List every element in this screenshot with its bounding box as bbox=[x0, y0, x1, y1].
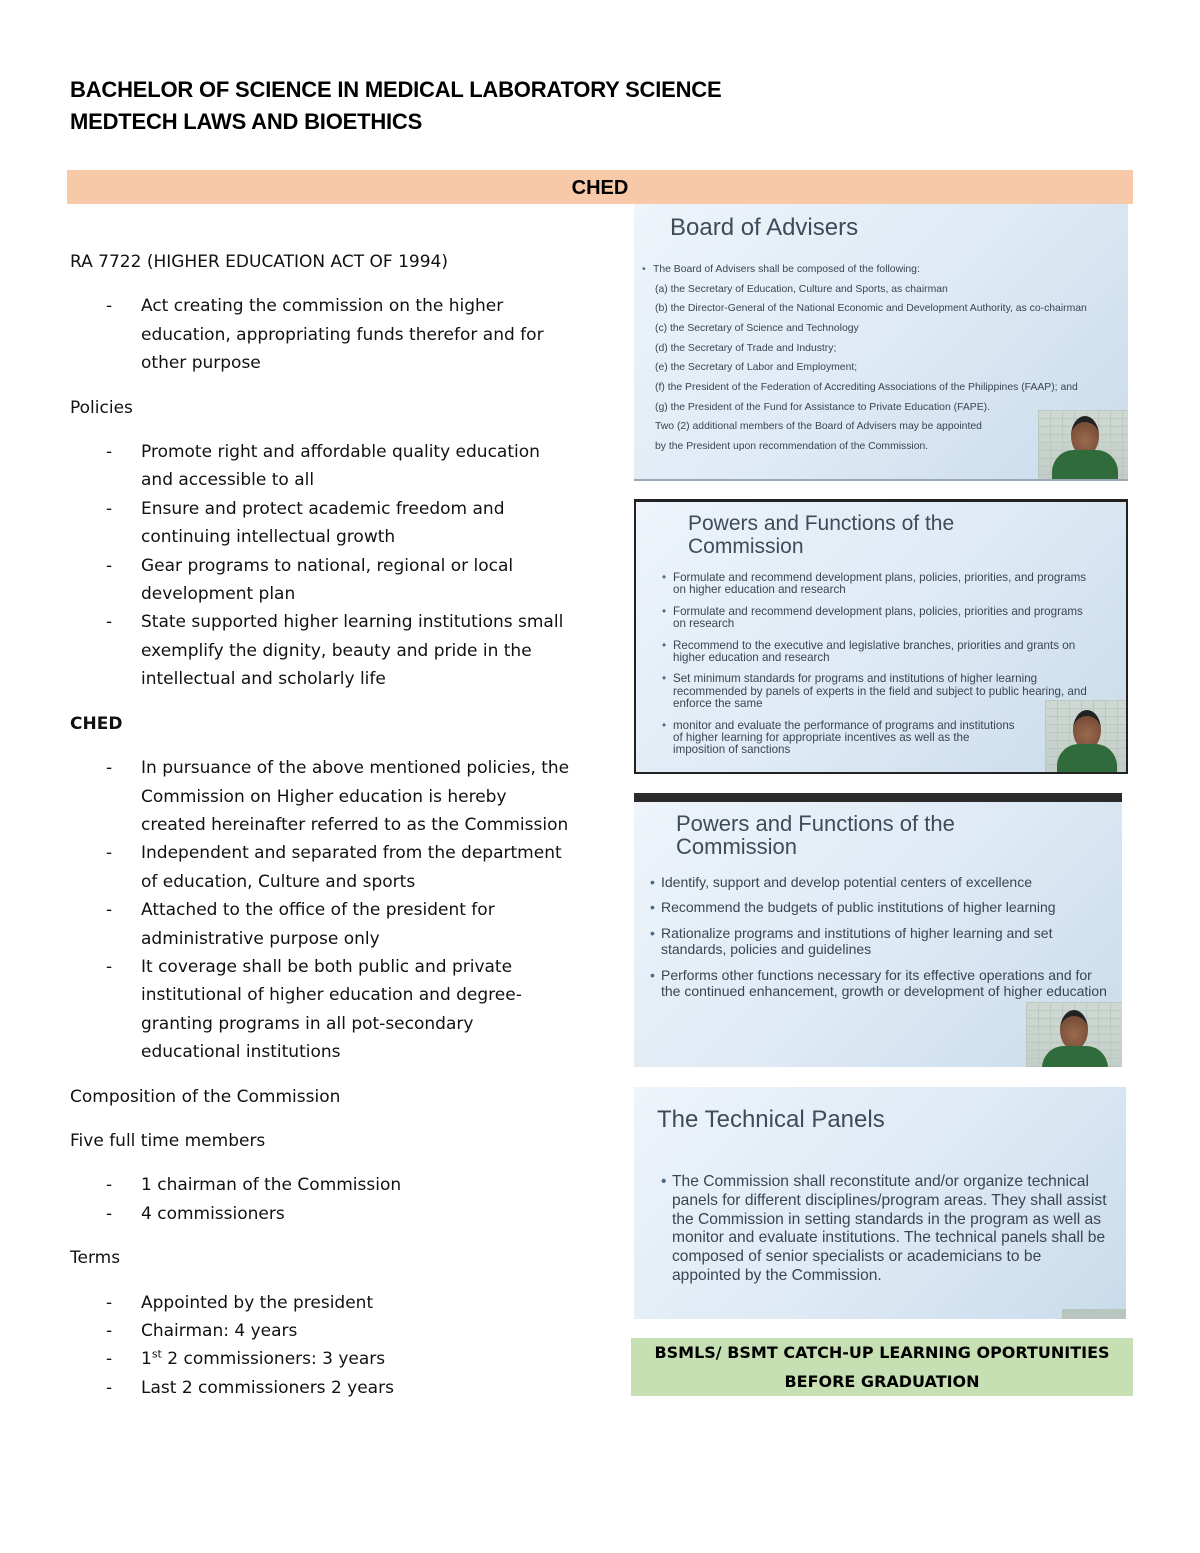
presenter-video bbox=[1026, 1002, 1122, 1067]
policies-list bbox=[70, 438, 570, 694]
term-text: 2 commissioners: 3 years bbox=[161, 1349, 386, 1370]
slide-item: • Identify, support and develop potential centers of excellence bbox=[661, 874, 1109, 890]
slide-item: • The Board of Advisers shall be composed of the following: bbox=[653, 260, 1117, 280]
list-item: - Gear programs to national, regional or local development plan bbox=[70, 552, 570, 609]
list-item: - Independent and separated from the department of education, Culture and sports bbox=[70, 839, 570, 896]
slide-item: • Set minimum standards for programs and institutions of higher learning recommended by panels of experts in the field and subject to public hearing, and enforce the same bbox=[673, 673, 1093, 710]
slide-item: (a) the Secretary of Education, Culture and Sports, as chairman bbox=[655, 283, 948, 295]
slide-item: • Formulate and recommend development plans, policies, priorities, and programs on higher education and research bbox=[673, 572, 1093, 597]
slide-items bbox=[661, 874, 1109, 999]
ra-title: RA 7722 (HIGHER EDUCATION ACT OF 1994) bbox=[70, 252, 448, 272]
slide-item: Two (2) additional members of the Board of Advisers may be appointed bbox=[655, 421, 982, 433]
slide-title: Powers and Functions of the Commission bbox=[676, 811, 955, 859]
callout-line-1: BSMLS/ BSMT CATCH-UP LEARNING OPORTUNITIES bbox=[654, 1343, 1110, 1362]
policies-title: Policies bbox=[70, 397, 133, 418]
five-members-title: Five full time members bbox=[70, 1130, 266, 1151]
terms-list bbox=[70, 1289, 570, 1403]
slide-title: Board of Advisers bbox=[670, 214, 859, 241]
presenter-video-edge bbox=[1062, 1309, 1126, 1319]
presenter-shirt-icon bbox=[1057, 744, 1117, 774]
presenter-video bbox=[1038, 410, 1128, 479]
slide-item: • monitor and evaluate the performance of programs and institutions of higher learning for appropriate incentives as well as the imposition of sanctions bbox=[673, 720, 1023, 757]
list-item: - It coverage shall be both public and private institutional of higher education and degree-granting programs in all pot-secondary educational institutions bbox=[70, 953, 570, 1067]
list-item: - 4 commissioners bbox=[70, 1200, 570, 1228]
presenter-shirt-icon bbox=[1042, 1046, 1108, 1067]
ordinal-number: 1 bbox=[141, 1349, 152, 1370]
slide-powers-functions-2 bbox=[634, 793, 1122, 1067]
slide-powers-functions-1 bbox=[634, 499, 1128, 774]
ordinal-suffix: st bbox=[151, 1347, 162, 1361]
composition-title: Composition of the Commission bbox=[70, 1086, 341, 1107]
slide-item: • The Commission shall reconstitute and/or organize technical panels for different disciplines/program areas. They shall assist the Commission in setting standards in the program as well as monitor and evaluate institutions. The technical panels shall be composed of senior specialists or academicians to be appointed by the Commission. bbox=[672, 1173, 1112, 1286]
slide-item: (b) the Director-General of the National Economic and Development Authority, as co-chairman bbox=[655, 303, 1087, 315]
slide-item: (d) the Secretary of Trade and Industry; bbox=[655, 342, 837, 354]
slide-item: (g) the President of the Fund for Assistance to Private Education (FAPE). bbox=[655, 401, 990, 413]
slide-item: by the President upon recommendation of the Commission. bbox=[655, 440, 929, 452]
slide-title: The Technical Panels bbox=[657, 1106, 885, 1133]
slide-item: • Formulate and recommend development plans, policies, priorities and programs on research bbox=[673, 606, 1093, 631]
presenter-face-icon bbox=[1060, 1010, 1088, 1050]
list-item: - Attached to the office of the president for administrative purpose only bbox=[70, 896, 570, 953]
list-item: - Chairman: 4 years bbox=[70, 1317, 570, 1345]
callout-line-2: BEFORE GRADUATION bbox=[784, 1372, 980, 1391]
list-item: - Promote right and affordable quality education and accessible to all bbox=[70, 438, 570, 495]
slide-board-of-advisers bbox=[634, 204, 1128, 481]
slide-items bbox=[672, 1173, 1112, 1286]
slide-technical-panels bbox=[634, 1087, 1126, 1319]
slide-items bbox=[673, 572, 1093, 757]
slide-item: (e) the Secretary of Labor and Employment; bbox=[655, 362, 858, 374]
slide-item: (c) the Secretary of Science and Technology bbox=[655, 323, 859, 335]
catch-up-callout bbox=[631, 1338, 1133, 1396]
slide-item: • Recommend to the executive and legislative branches, priorities and grants on higher education and research bbox=[673, 640, 1093, 665]
list-item: - 1 chairman of the Commission bbox=[70, 1171, 570, 1199]
slide-title: Powers and Functions of the Commission bbox=[688, 512, 955, 558]
course-title: MEDTECH LAWS AND BIOETHICS bbox=[70, 109, 423, 134]
list-item: - State supported higher learning institutions small exemplify the dignity, beauty and pride in the intellectual and scholarly life bbox=[70, 608, 570, 693]
presenter-shirt-icon bbox=[1052, 450, 1118, 479]
ra-list bbox=[70, 292, 570, 377]
section-band-ched: CHED bbox=[67, 170, 1133, 204]
document-header bbox=[70, 74, 721, 138]
slide-item: • Rationalize programs and institutions of higher learning and set standards, policies and guidelines bbox=[661, 925, 1109, 958]
slide-item: • Performs other functions necessary for its effective operations and for the continued enhancement, growth or development of higher education bbox=[661, 967, 1109, 1000]
ched-list bbox=[70, 754, 570, 1066]
program-title: BACHELOR OF SCIENCE IN MEDICAL LABORATORY SCIENCE bbox=[70, 77, 722, 102]
list-item: - In pursuance of the above mentioned policies, the Commission on Higher education is hereby created hereinafter referred to as the Commission bbox=[70, 754, 570, 839]
slide-item: (f) the President of the Federation of Accrediting Associations of the Philippines (FAAP); and bbox=[655, 381, 1078, 393]
ched-title: CHED bbox=[70, 713, 123, 734]
list-item: - Act creating the commission on the higher education, appropriating funds therefor and for other purpose bbox=[70, 292, 570, 377]
list-item: - Last 2 commissioners 2 years bbox=[70, 1374, 570, 1402]
notes-column bbox=[70, 248, 570, 1418]
list-item: - Appointed by the president bbox=[70, 1289, 570, 1317]
list-item: - Ensure and protect academic freedom and continuing intellectual growth bbox=[70, 495, 570, 552]
presenter-video bbox=[1045, 700, 1126, 774]
members-list bbox=[70, 1171, 570, 1228]
list-item bbox=[70, 1345, 570, 1373]
terms-title: Terms bbox=[70, 1248, 121, 1269]
slide-item: • Recommend the budgets of public institutions of higher learning bbox=[661, 899, 1061, 915]
